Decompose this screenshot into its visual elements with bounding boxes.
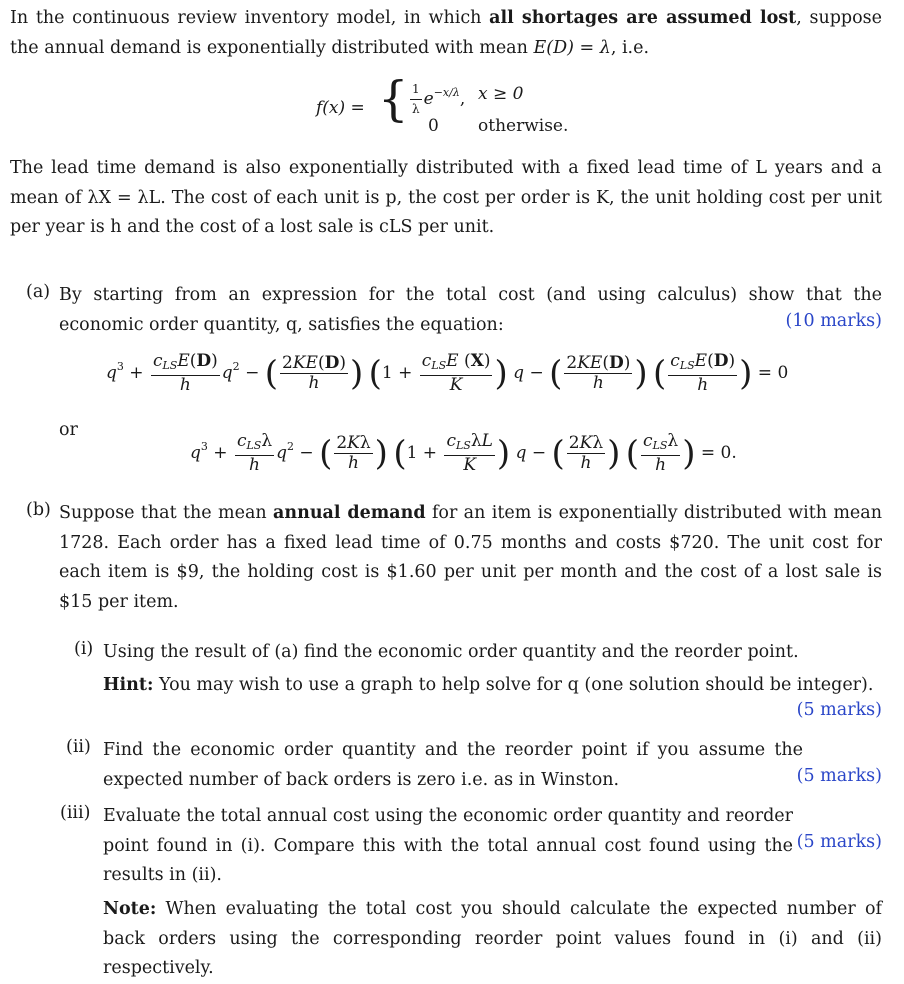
or-label: or [59, 420, 78, 440]
eoq-equation-1: $q^3$ + $\frac{c_{LS}E(D)}{h}$ $q^2$ − ( $\frac{2KE(D)}{h}$ ) (1 + $\frac{c_{LS}E (X)}{K}$ ) q − ( $\frac{2KE(D)}{h}$ ) ( $\frac{c_{LS}E(D)}{h}$ ) = 0 [106, 351, 789, 395]
ie-text: , i.e. [610, 37, 650, 58]
pdf-case2-val: 0 [428, 116, 439, 136]
note-paragraph: Note: When evaluating the total cost you should calculate the expected number of back orders using the corresponding reorder point values found in (i) and (ii) respectively. [103, 899, 882, 978]
hint-label: Hint: [103, 675, 154, 695]
pdf-case2-cond: otherwise. [478, 116, 569, 136]
sub-ii-marks: (5 marks) [796, 766, 882, 786]
eoq-equation-2: $q^3$ + $\frac{c_{LS}\lambda}{h}$ $q^2$ − ( $\frac{2K\lambda}{h}$ ) (1 + $\frac{c_{LS}\lambda L}{K}$ ) q − ( $\frac{2K\lambda}{h}$ ) ( $\frac{c_{LS}\lambda}{h}$ ) = 0. [190, 431, 737, 475]
part-a-marks: (10 marks) [785, 311, 882, 331]
sub-iii-marks: (5 marks) [796, 832, 882, 852]
sub-iii-text: Evaluate the total annual cost using the economic order quantity and reorder point found in (i). Compare this with the total annual cost found using the results in (ii). [103, 806, 793, 885]
sub-i-marks: (5 marks) [796, 700, 882, 720]
sub-iii-label: (iii) [60, 803, 91, 823]
lead-time-paragraph: The lead time demand is also exponentially distributed with a fixed lead time of L years and a mean of λX = λL. The cost of each unit is p, the cost per order is K, the unit holding cost per unit per year is h and the cost of a lost sale is cLS per unit. [10, 158, 882, 237]
pdf-case1: $\frac{1}{\lambda}$ $e^{-x/\lambda}$, [412, 82, 466, 116]
mean-expression: E(D) = λ [533, 37, 611, 58]
intro-line1: In the continuous review inventory model, in which [10, 8, 482, 28]
intro-paragraph [10, 4, 882, 63]
sub-i-hint: Hint: You may wish to use a graph to help solve for q (one solution should be integer). [103, 675, 874, 695]
part-b-bold: annual demand [273, 503, 426, 523]
part-b-label: (b) [26, 500, 51, 520]
pdf-lhs: f(x) = [316, 98, 365, 118]
sub-ii-text: Find the economic order quantity and the reorder point if you assume the expected number of back orders is zero i.e. as in Winston. [103, 740, 803, 790]
pdf-case1-cond: x ≥ 0 [478, 84, 524, 104]
pdf-equation [316, 71, 616, 142]
sub-i-text: Using the result of (a) find the economic order quantity and the reorder point. [103, 642, 799, 662]
note-label: Note: [103, 899, 157, 919]
sub-i-label: (i) [74, 639, 94, 659]
part-b-text: Suppose that the mean annual demand for an item is exponentially distributed with mean 1728. Each order has a fixed lead time of 0.75 months and costs $720. The unit cost for each item is $9, the holding cost is $1.60 per unit per month and the cost of a lost sale is $15 per item. [59, 503, 882, 612]
sub-ii-label: (ii) [66, 737, 91, 757]
intro-bold: all shortages are assumed lost [489, 8, 797, 28]
part-a-label: (a) [26, 282, 51, 302]
pdf-brace: { [378, 71, 409, 127]
part-a-text: By starting from an expression for the total cost (and using calculus) show that the economic order quantity, q, satisfies the equation: [59, 285, 882, 335]
intro-rest: , suppose the annual demand is exponentially distributed with mean [10, 8, 882, 58]
